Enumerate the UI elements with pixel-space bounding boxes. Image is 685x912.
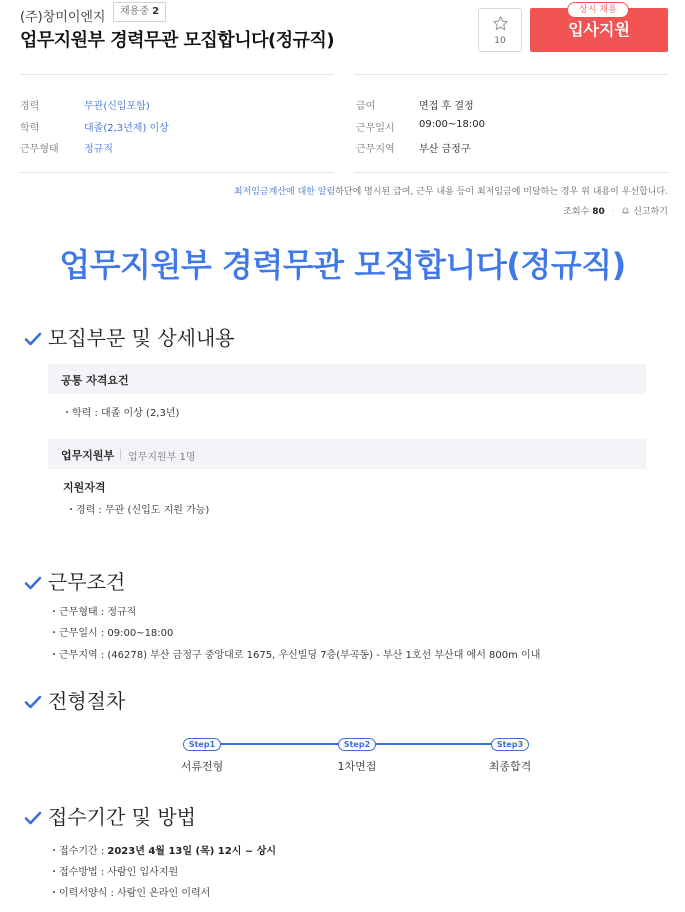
apply-button[interactable]: 입사지원	[530, 8, 668, 52]
job-title: 업무지원부 경력무관 모집합니다(정규직)	[20, 30, 335, 51]
step-label: 최종합격	[488, 760, 532, 773]
content-title: 업무지원부 경력무관 모집합니다(정규직)	[59, 246, 626, 284]
section-title: 접수기간 및 방법	[48, 805, 196, 829]
summary-value: 면접 후 결정	[419, 101, 474, 112]
department-label: 업무지원부	[61, 449, 115, 462]
scrap-button[interactable]	[478, 8, 522, 52]
report-label: 신고하기	[633, 207, 668, 217]
views-count: 80	[592, 207, 605, 217]
hiring-badge-label: 채용중	[120, 6, 149, 17]
list-item: ・경력 : 무관 (신입도 지원 가능)	[66, 505, 210, 516]
company-name[interactable]: (주)창미이엔지	[20, 10, 106, 25]
check-icon	[24, 575, 42, 591]
minimum-wage-notice	[234, 184, 668, 197]
qualification-heading: 지원자격	[63, 481, 106, 494]
common-requirements-bar	[48, 364, 646, 394]
section-title: 근무조건	[48, 570, 126, 594]
summary-value: 정규직	[84, 144, 113, 155]
section-title: 전형절차	[48, 689, 126, 713]
divider	[20, 172, 334, 173]
summary-value: 무관(신입포함)	[84, 101, 150, 112]
hiring-badge-count: 2	[152, 6, 160, 17]
summary-value: 09:00~18:00	[419, 119, 486, 130]
summary-key: 학력	[20, 123, 40, 134]
list-item: ・학력 : 대졸 이상 (2,3년)	[62, 408, 180, 419]
section-heading-process	[24, 685, 125, 714]
step-label: 서류전형	[180, 760, 224, 773]
list-item: ・근무형태 : 정규직	[49, 607, 137, 618]
summary-key: 근무형태	[20, 144, 59, 155]
department-sub: 업무지원부 1명	[128, 452, 196, 463]
star-outline-icon	[492, 15, 509, 32]
bell-icon	[621, 206, 630, 215]
summary-value: 대졸(2,3년제) 이상	[84, 123, 169, 134]
period-value: 2023년 4월 13일 (목) 12시 ~ 상시	[107, 846, 277, 857]
period-label: ・접수기간 :	[49, 846, 108, 857]
check-icon	[24, 810, 42, 826]
list-item-period	[49, 842, 276, 857]
section-heading-conditions	[24, 566, 125, 595]
summary-value: 부산 금정구	[419, 144, 471, 155]
section-heading-application	[24, 801, 196, 830]
list-item: ・접수방법 : 사람인 입사지원	[49, 867, 179, 878]
summary-key: 근무지역	[356, 144, 395, 155]
step-tag: Step1	[183, 738, 221, 751]
hiring-count-badge[interactable]	[113, 2, 166, 22]
summary-key: 급여	[356, 101, 376, 112]
section-title: 모집부문 및 상세내용	[48, 326, 235, 350]
step-label: 1차면접	[337, 760, 377, 773]
view-count-bar: 조회수 80 · 신고하기	[563, 207, 668, 217]
divider	[354, 172, 668, 173]
list-item: ・근무지역 : (46278) 부산 금정구 중앙대로 1675, 우신빌딩 7층(부곡동) - 부산 1호선 부산대 에서 800m 이내	[49, 650, 541, 661]
common-requirements-label: 공통 자격요건	[61, 374, 129, 387]
divider	[20, 74, 334, 75]
views-label: 조회수	[563, 207, 590, 217]
section-heading-recruitment	[24, 322, 235, 351]
check-icon	[24, 694, 42, 710]
step-tag: Step2	[338, 738, 376, 751]
summary-key: 경력	[20, 101, 40, 112]
always-hiring-tag: 상시 채용	[567, 2, 629, 18]
summary-key: 근무일시	[356, 123, 395, 134]
check-icon	[24, 331, 42, 347]
report-button[interactable]	[621, 207, 668, 217]
department-bar	[48, 439, 646, 469]
minimum-wage-link[interactable]: 최저임금계산에 대한 알림	[233, 187, 336, 197]
step-tag: Step3	[491, 738, 529, 751]
list-item: ・이력서양식 : 사람인 온라인 이력서	[49, 888, 211, 899]
minimum-wage-notice-text: 하단에 명시된 급여, 근무 내용 등이 최저임금에 미달하는 경우 위 내용이 우선합니다.	[335, 187, 668, 197]
list-item: ・근무일시 : 09:00~18:00	[49, 628, 174, 639]
divider	[354, 74, 668, 75]
divider	[120, 449, 121, 460]
scrap-count: 10	[494, 36, 506, 46]
